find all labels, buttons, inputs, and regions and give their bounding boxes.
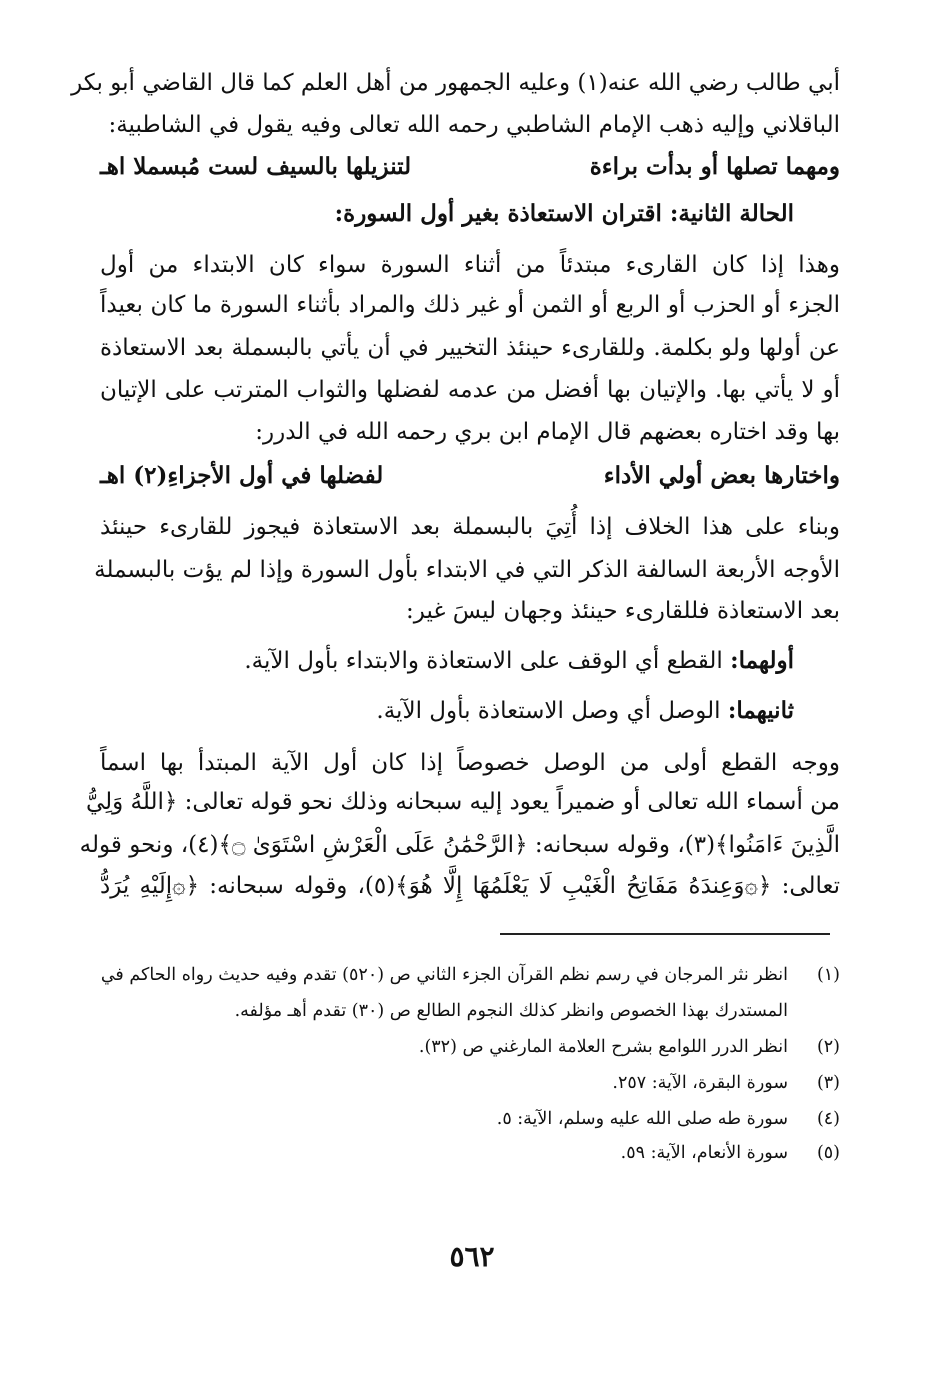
footnote-number: (٣): [816, 1073, 840, 1093]
enumerated-point: [376, 690, 794, 732]
footnote-text: انظر الدرر اللوامع بشرح العلامة المارغني ص (٣٢).: [418, 1037, 788, 1057]
footnote-text: سورة البقرة، الآية: ٢٥٧.: [612, 1073, 788, 1093]
body-text-line: ووجه القطع أولى من الوصل خصوصاً إذا كان أول الآية المبتدأ بها اسماً: [100, 750, 840, 776]
footnote-number: (٤): [816, 1109, 840, 1129]
verse-second-hemistich: لفضلها في أول الأجزاءِ(٢) اهـ: [100, 462, 384, 489]
footnote: [80, 1102, 840, 1136]
poetry-verse: [100, 455, 840, 497]
footnote: [80, 958, 840, 992]
enumerated-point: [244, 640, 794, 682]
body-text-line: الباقلاني وإليه ذهب الإمام الشاطبي رحمه الله تعالى وفيه يقول في الشاطبية:: [108, 112, 840, 138]
body-text-line: أو لا يأتي بها. والإتيان بها أفضل من عدمه لفضلها والثواب المترتب على الإتيان: [100, 377, 840, 403]
footnote-number: (٢): [816, 1037, 840, 1057]
footnote-number: (١): [816, 965, 840, 985]
body-text-line: بها وقد اختاره بعضهم قال الإمام ابن بري رحمه الله في الدرر:: [255, 419, 840, 445]
body-text-line: الأوجه الأربعة السالفة الذكر التي في الابتداء بأول السورة وإذا لم يؤت بالبسملة: [94, 557, 840, 583]
verse-first-hemistich: ومهما تصلها أو بدأت براءة: [589, 153, 840, 180]
page-number: ٥٦٢: [449, 1240, 495, 1273]
point-text: الوصل أي وصل الاستعاذة بأول الآية.: [376, 698, 721, 724]
body-text-line: وهذا إذا كان القارىء مبتدئاً من أثناء السورة سواء كان الابتداء من أول: [100, 252, 840, 278]
point-text: القطع أي الوقف على الاستعاذة والابتداء بأول الآية.: [244, 648, 723, 674]
body-text-line: الَّذِينَ ءَامَنُوا﴾(٣)، وقوله سبحانه: ﴿الرَّحْمَٰنُ عَلَى الْعَرْشِ اسْتَوَىٰ ۝﴾(٤)، ونحو قوله: [79, 832, 840, 858]
poetry-verse: [100, 146, 840, 188]
footnote: [80, 1030, 840, 1064]
footnote-text: انظر نثر المرجان في رسم نظم القرآن الجزء الثاني ص (٥٢٠) تقدم وفيه حديث رواه الحاكم في: [100, 965, 788, 985]
footnote-number: (٥): [816, 1143, 840, 1163]
footnote-separator: [500, 933, 830, 935]
footnote: [80, 1066, 840, 1100]
body-text-line: الجزء أو الحزب أو الربع أو الثمن أو غير ذلك والمراد بأثناء السورة ما كان بعيداً: [100, 292, 840, 318]
footnote-text: سورة طه صلى الله عليه وسلم، الآية: ٥.: [496, 1109, 788, 1129]
body-text-line: وبناء على هذا الخلاف إذا أُتِيَ بالبسملة بعد الاستعاذة فيجوز للقارىء حينئذ: [100, 514, 840, 540]
footnote-text: سورة الأنعام، الآية: ٥٩.: [620, 1143, 788, 1163]
body-text-line: تعالى: ﴿۞وَعِندَهُ مَفَاتِحُ الْغَيْبِ لَا يَعْلَمُهَا إِلَّا هُوَ﴾(٥)، وقوله سبحانه: ﴿۞إِلَيْهِ يُرَدُّ: [100, 873, 841, 899]
verse-first-hemistich: واختارها بعض أولي الأداء: [603, 462, 840, 489]
body-text-line: بعد الاستعاذة فللقارىء حينئذ وجهان ليسَ غير:: [406, 598, 840, 624]
body-text-line: من أسماء الله تعالى أو ضميراً يعود إليه سبحانه وذلك نحو قوله تعالى: ﴿اللَّهُ وَلِيُّ: [85, 789, 840, 815]
point-label: أولهما:: [730, 647, 794, 674]
footnote: [80, 1136, 840, 1170]
point-label: ثانيهما:: [727, 697, 794, 724]
body-text-line: أبي طالب رضي الله عنه(١) وعليه الجمهور من أهل العلم كما قال القاضي أبو بكر: [71, 70, 840, 96]
body-text-line: عن أولها ولو بكلمة. وللقارىء حينئذ التخيير في أن يأتي بالبسملة بعد الاستعاذة: [100, 335, 840, 361]
footnote-continuation: المستدرك بهذا الخصوص وانظر كذلك النجوم الطالع ص (٣٠) تقدم أهـ مؤلفه.: [234, 1001, 788, 1021]
verse-second-hemistich: لتنزيلها بالسيف لست مُبسملا اهـ: [100, 153, 412, 180]
section-heading: الحالة الثانية: اقتران الاستعاذة بغير أول السورة:: [334, 200, 794, 227]
